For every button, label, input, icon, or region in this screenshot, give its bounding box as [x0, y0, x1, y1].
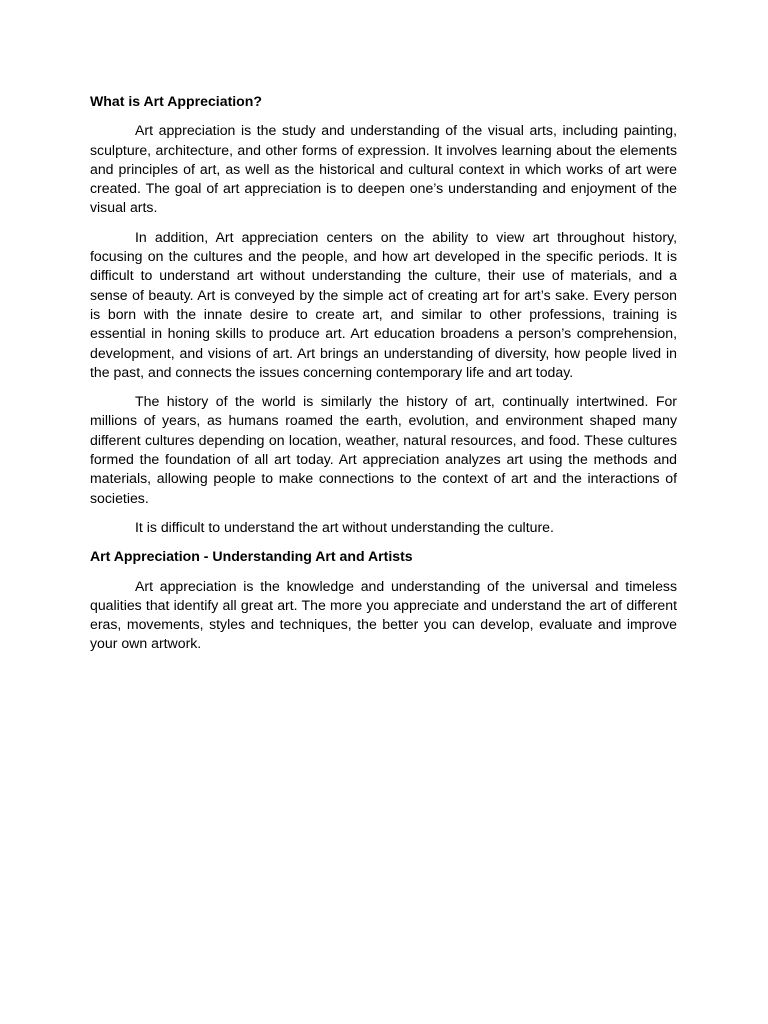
- paragraph-history-and-culture: In addition, Art appreciation centers on the ability to view art throughout history, focusing on the cultures and the people, and how art developed in the specific periods. It is difficult to understand art without understanding the culture, their use of materials, and a sense of beauty. Art is conveyed by the simple act of creating art for art’s sake. Every person is born with the innate desire to create art, and similar to other professions, training is essential in honing skills to produce art. Art education broadens a person’s comprehension, development, and visions of art. Art brings an understanding of diversity, how people lived in the past, and connects the issues concerning contemporary life and art today.: [90, 228, 677, 380]
- section-heading-understanding-art: Art Appreciation - Understanding Art and Artists: [90, 548, 413, 565]
- paragraph-culture-summary: It is difficult to understand the art without understanding the culture.: [135, 518, 554, 535]
- paragraph-universal-qualities: Art appreciation is the knowledge and understanding of the universal and timeless qualities that identify all great art. The more you appreciate and understand the art of different eras, movements, styles and techniques, the better you can develop, evaluate and improve your own artwork.: [90, 577, 677, 652]
- section-heading-what-is-art-appreciation: What is Art Appreciation?: [90, 93, 263, 109]
- document-page: [90, 92, 677, 664]
- paragraph-definition: Art appreciation is the study and understanding of the visual arts, including painting, sculpture, architecture, and other forms of expression. It involves learning about the elements and principles of art, as well as the historical and cultural context in which works of art were created. The goal of art appreciation is to deepen one’s understanding and enjoyment of the visual arts.: [90, 122, 677, 216]
- paragraph-world-history: The history of the world is similarly the history of art, continually intertwined. For millions of years, as humans roamed the earth, evolution, and environment shaped many different cultures depending on location, weather, natural resources, and food. These cultures formed the foundation of all art today. Art appreciation analyzes art using the methods and materials, allowing people to make connections to the context of art and the interactions of societies.: [90, 393, 677, 506]
